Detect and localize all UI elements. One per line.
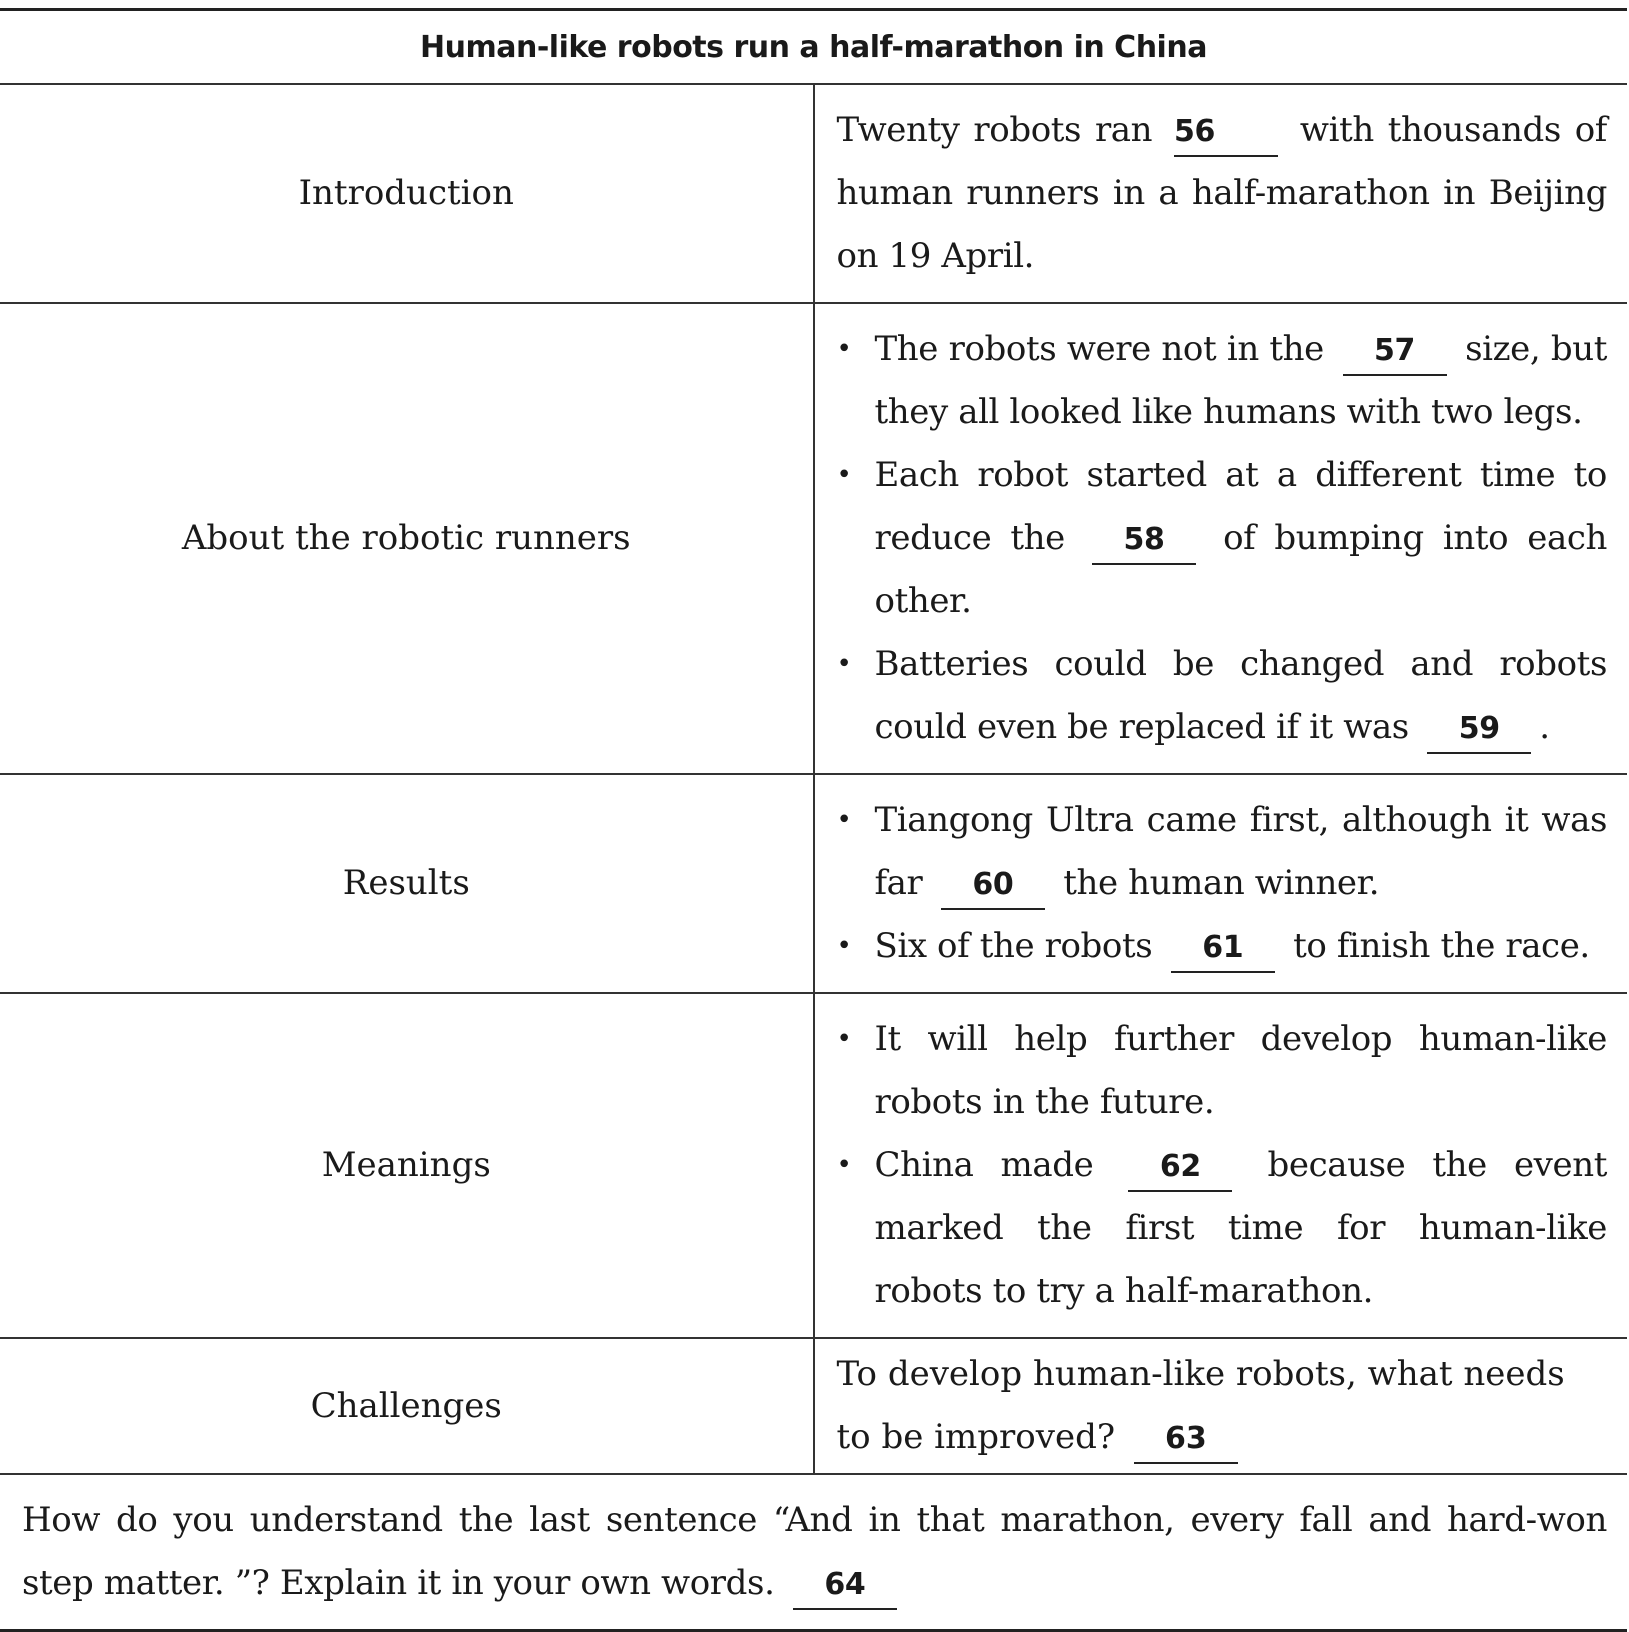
about-b1-text-b: size, but they all looked like humans with two legs. bbox=[874, 329, 1607, 432]
intro-text-a: Twenty robots ran bbox=[836, 110, 1153, 150]
blank-59[interactable]: 59 bbox=[1427, 706, 1531, 754]
label-challenges: Challenges bbox=[0, 1338, 814, 1474]
results-b2-text-a: Six of the robots bbox=[874, 926, 1153, 966]
blank-62[interactable]: 62 bbox=[1128, 1144, 1232, 1192]
blank-61[interactable]: 61 bbox=[1171, 925, 1275, 973]
row-about-robotic-runners bbox=[0, 303, 1627, 774]
label-introduction: Introduction bbox=[0, 84, 814, 303]
challenges-text: To develop human-like robots, what needs to be improved? bbox=[836, 1354, 1565, 1457]
label-about-robotic-runners: About the robotic runners bbox=[0, 303, 814, 774]
cell-challenges bbox=[814, 1338, 1628, 1474]
title-row bbox=[0, 11, 1627, 84]
final-question-text: How do you understand the last sentence “And in that marathon, every fall and hard-won step matter. ”? Explain it in your own words. bbox=[22, 1500, 1607, 1603]
bullet-item bbox=[837, 633, 1608, 759]
blank-56[interactable]: 56 bbox=[1174, 109, 1278, 157]
results-b1-text-a: Tiangong Ultra came first, although it was far bbox=[874, 800, 1607, 903]
row-introduction bbox=[0, 84, 1627, 303]
results-b1-text-b: the human winner. bbox=[1063, 863, 1380, 903]
meanings-b2-text-a: China made bbox=[874, 1145, 1094, 1185]
bullet-dot-icon: • bbox=[836, 334, 852, 364]
blank-64[interactable]: 64 bbox=[793, 1562, 897, 1610]
meanings-b2-text-b: because the event marked the first time for human-like robots to try a half-marathon. bbox=[874, 1145, 1607, 1311]
cell-final-question bbox=[0, 1474, 1627, 1629]
blank-60[interactable]: 60 bbox=[941, 862, 1045, 910]
about-b2-text-b: of bumping into each other. bbox=[874, 518, 1607, 621]
bullet-item bbox=[837, 915, 1608, 978]
bullet-dot-icon: • bbox=[836, 460, 852, 490]
blank-57[interactable]: 57 bbox=[1343, 328, 1447, 376]
about-b3-text-b: . bbox=[1539, 707, 1550, 747]
about-b2-text-a: Each robot started at a different time to reduce the bbox=[874, 455, 1607, 558]
cell-about-robotic-runners bbox=[814, 303, 1628, 774]
outline-table bbox=[0, 11, 1627, 1629]
bullet-item bbox=[837, 1008, 1608, 1134]
bullet-dot-icon: • bbox=[836, 649, 852, 679]
label-results: Results bbox=[0, 774, 814, 993]
about-b1-text-a: The robots were not in the bbox=[874, 329, 1324, 369]
bullet-item bbox=[837, 1134, 1608, 1323]
row-meanings bbox=[0, 993, 1627, 1338]
bullet-dot-icon: • bbox=[836, 931, 852, 961]
cell-results bbox=[814, 774, 1628, 993]
worksheet-table-frame bbox=[0, 8, 1627, 1632]
bullet-dot-icon: • bbox=[836, 1150, 852, 1180]
blank-63[interactable]: 63 bbox=[1134, 1416, 1238, 1464]
bullet-dot-icon: • bbox=[836, 805, 852, 835]
meanings-b1-text: It will help further develop human-like robots in the future. bbox=[874, 1019, 1607, 1122]
results-b2-text-b: to finish the race. bbox=[1293, 926, 1590, 966]
bullet-item bbox=[837, 444, 1608, 633]
row-final-question bbox=[0, 1474, 1627, 1629]
bullet-item bbox=[837, 318, 1608, 444]
cell-introduction bbox=[814, 84, 1628, 303]
label-meanings: Meanings bbox=[0, 993, 814, 1338]
table-title: Human-like robots run a half-marathon in China bbox=[420, 29, 1207, 65]
about-b3-text-a: Batteries could be changed and robots could even be replaced if it was bbox=[874, 644, 1607, 747]
bullet-item bbox=[837, 789, 1608, 915]
cell-meanings bbox=[814, 993, 1628, 1338]
intro-text-b: with thousands of human runners in a half-marathon in Beijing on 19 April. bbox=[836, 110, 1607, 276]
blank-58[interactable]: 58 bbox=[1092, 517, 1196, 565]
row-results bbox=[0, 774, 1627, 993]
bullet-dot-icon: • bbox=[836, 1024, 852, 1054]
row-challenges bbox=[0, 1338, 1627, 1474]
